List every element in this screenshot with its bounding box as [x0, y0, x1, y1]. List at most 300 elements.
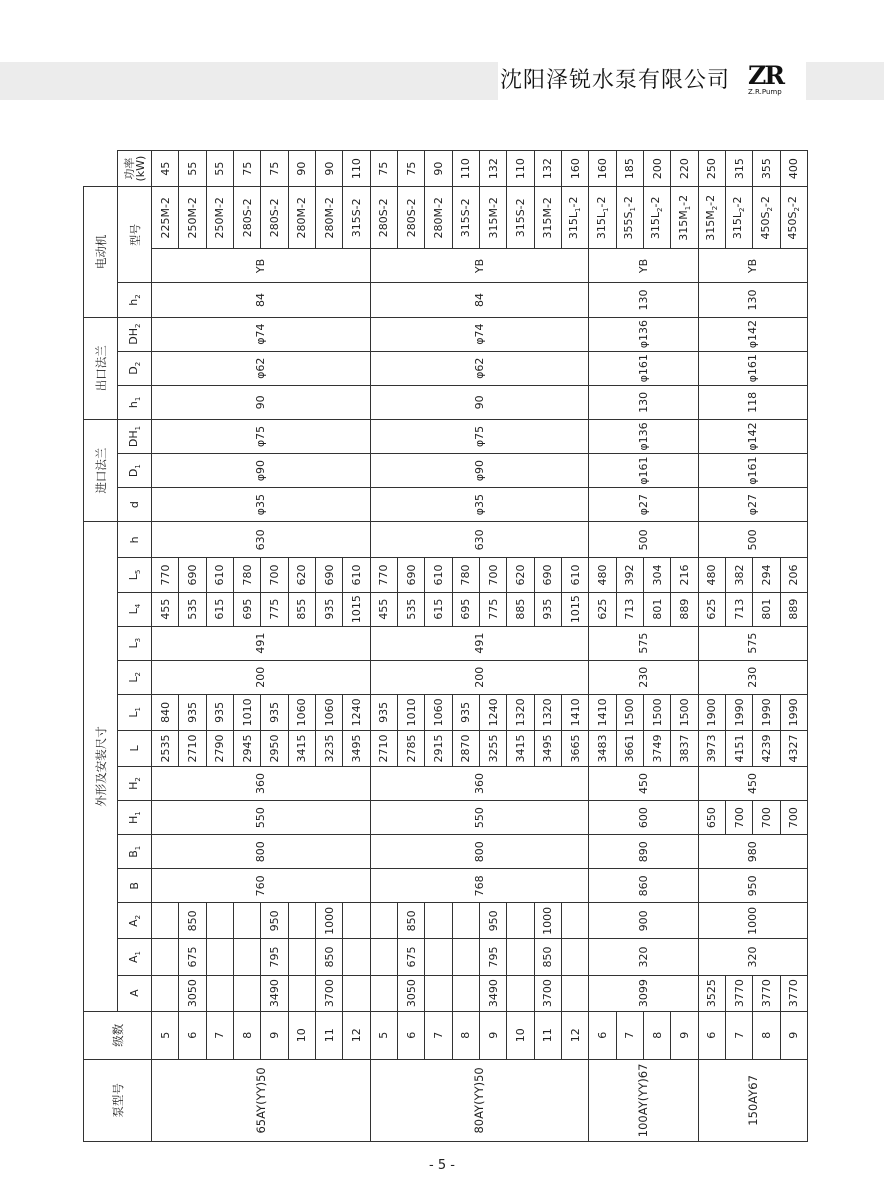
stages-cell: 10	[288, 1011, 315, 1059]
cell-h2: 450	[589, 767, 698, 801]
cell-l2: 200	[152, 660, 371, 694]
header-col-h1: $h_1$	[118, 385, 152, 419]
cell-l5: 480	[589, 558, 616, 592]
motor-model-cell: $315M_2-2$	[698, 187, 725, 249]
power-cell: 132	[534, 151, 561, 187]
cell-b1: 980	[698, 835, 807, 869]
cell-l5: 610	[561, 558, 588, 592]
stages-cell: 12	[561, 1011, 588, 1059]
motor-model-cell: 280S-2	[261, 187, 288, 249]
cell-b: 860	[589, 869, 698, 903]
cell-dh1: φ75	[370, 419, 589, 453]
cell-a2: 1000	[698, 903, 807, 939]
stages-cell: 11	[315, 1011, 342, 1059]
cell-l5: 690	[397, 558, 424, 592]
cell-a1	[452, 939, 479, 975]
cell-a1	[561, 939, 588, 975]
cell-a: 3525	[698, 975, 725, 1011]
cell-a	[152, 975, 179, 1011]
cell-dh1: φ136	[589, 419, 698, 453]
cell-l: 3255	[479, 730, 506, 766]
cell-l: 2535	[152, 730, 179, 766]
cell-a2: 1000	[315, 903, 342, 939]
power-cell: 185	[616, 151, 643, 187]
cell-dh1: φ142	[698, 419, 807, 453]
cell-l1: 1990	[725, 694, 752, 730]
cell-a1: 675	[179, 939, 206, 975]
header-col-a: A	[118, 975, 152, 1011]
cell-l1: 1320	[507, 694, 534, 730]
cell-l1: 935	[370, 694, 397, 730]
cell-l4: 625	[698, 592, 725, 626]
stages-cell: 7	[206, 1011, 233, 1059]
cell-l: 2790	[206, 730, 233, 766]
cell-a	[507, 975, 534, 1011]
stages-cell: 6	[397, 1011, 424, 1059]
cell-l4: 455	[370, 592, 397, 626]
cell-a: 3099	[589, 975, 698, 1011]
cell-a1	[152, 939, 179, 975]
cell-h1: 600	[589, 801, 698, 835]
cell-a1: 850	[315, 939, 342, 975]
motor-model-cell: 280M-2	[425, 187, 452, 249]
cell-h2: 130	[698, 283, 807, 317]
header-col-b: B	[118, 869, 152, 903]
stages-cell: 9	[261, 1011, 288, 1059]
stages-cell: 11	[534, 1011, 561, 1059]
pump-model-cell: 100AY(YY)67	[589, 1059, 698, 1141]
cell-l: 3749	[643, 730, 670, 766]
header-col-d: d	[118, 488, 152, 522]
header-col-d1: $D_1$	[118, 454, 152, 488]
cell-a: 3770	[725, 975, 752, 1011]
cell-a1	[206, 939, 233, 975]
cell-l1: 935	[179, 694, 206, 730]
cell-a	[452, 975, 479, 1011]
cell-l5: 690	[179, 558, 206, 592]
cell-l1: 1500	[643, 694, 670, 730]
cell-l: 2785	[397, 730, 424, 766]
cell-b1: 890	[589, 835, 698, 869]
cell-l1: 840	[152, 694, 179, 730]
cell-a2	[425, 903, 452, 939]
cell-a1	[233, 939, 260, 975]
cell-a: 3490	[261, 975, 288, 1011]
header-inlet-flange: 进口法兰	[84, 419, 118, 521]
power-cell: 250	[698, 151, 725, 187]
cell-a: 3050	[179, 975, 206, 1011]
cell-a2	[507, 903, 534, 939]
motor-model-cell: $450S_2-2$	[780, 187, 807, 249]
cell-l1: 935	[261, 694, 288, 730]
motor-model-cell: 280S-2	[233, 187, 260, 249]
cell-l1: 1060	[288, 694, 315, 730]
motor-model-cell: 315M-2	[534, 187, 561, 249]
cell-l3: 575	[698, 626, 807, 660]
cell-b1: 800	[152, 835, 371, 869]
power-cell: 160	[561, 151, 588, 187]
cell-h1: 118	[698, 385, 807, 419]
power-cell: 55	[206, 151, 233, 187]
cell-l4: 889	[671, 592, 698, 626]
cell-h: 630	[370, 522, 589, 558]
cell-l: 3415	[288, 730, 315, 766]
cell-h2: 360	[370, 767, 589, 801]
stages-cell: 5	[370, 1011, 397, 1059]
cell-l1: 1900	[698, 694, 725, 730]
cell-l: 3665	[561, 730, 588, 766]
cell-h1: 700	[753, 801, 780, 835]
motor-series-cell: YB	[370, 249, 589, 283]
cell-l1: 1060	[425, 694, 452, 730]
cell-d1: φ90	[152, 454, 371, 488]
power-cell: 75	[397, 151, 424, 187]
power-cell: 90	[425, 151, 452, 187]
stages-cell: 6	[179, 1011, 206, 1059]
header-col-a2: $A_2$	[118, 903, 152, 939]
motor-model-cell: $315L_2-2$	[643, 187, 670, 249]
cell-a2	[206, 903, 233, 939]
power-cell: 160	[589, 151, 616, 187]
power-cell: 132	[479, 151, 506, 187]
cell-h2: 130	[589, 283, 698, 317]
cell-l5: 620	[507, 558, 534, 592]
header-motor-model: 型号	[118, 187, 152, 283]
cell-h2: 360	[152, 767, 371, 801]
cell-h2: 84	[152, 283, 371, 317]
cell-l: 3837	[671, 730, 698, 766]
stages-cell: 7	[725, 1011, 752, 1059]
cell-l: 3483	[589, 730, 616, 766]
table-row	[152, 151, 179, 1142]
cell-a	[425, 975, 452, 1011]
cell-l2: 200	[370, 660, 589, 694]
cell-h1: 650	[698, 801, 725, 835]
motor-model-cell: 250M-2	[206, 187, 233, 249]
spec-table-rotated	[83, 150, 807, 1142]
stages-cell: 8	[753, 1011, 780, 1059]
cell-a	[233, 975, 260, 1011]
cell-h1: 90	[370, 385, 589, 419]
cell-l4: 625	[589, 592, 616, 626]
power-cell: 110	[507, 151, 534, 187]
pump-model-cell: 80AY(YY)50	[370, 1059, 589, 1141]
cell-l5: 610	[206, 558, 233, 592]
cell-l: 2870	[452, 730, 479, 766]
cell-l5: 480	[698, 558, 725, 592]
cell-dh2: φ142	[698, 317, 807, 351]
cell-a2	[452, 903, 479, 939]
motor-model-cell: 225M-2	[152, 187, 179, 249]
cell-l4: 1015	[561, 592, 588, 626]
stages-cell: 8	[452, 1011, 479, 1059]
stages-cell: 9	[780, 1011, 807, 1059]
power-cell: 75	[261, 151, 288, 187]
cell-l1: 1500	[671, 694, 698, 730]
cell-l4: 535	[397, 592, 424, 626]
cell-a: 3490	[479, 975, 506, 1011]
cell-a1: 320	[698, 939, 807, 975]
cell-l5: 690	[315, 558, 342, 592]
cell-l5: 780	[233, 558, 260, 592]
cell-h1: 550	[370, 801, 589, 835]
cell-l1: 935	[452, 694, 479, 730]
cell-l4: 615	[425, 592, 452, 626]
cell-l: 4239	[753, 730, 780, 766]
cell-l5: 770	[152, 558, 179, 592]
pump-dimension-table	[83, 150, 808, 1142]
header-power: 功率 (kW)	[118, 151, 152, 187]
cell-l5: 690	[534, 558, 561, 592]
cell-l4: 695	[233, 592, 260, 626]
cell-l: 3495	[534, 730, 561, 766]
cell-a: 3700	[315, 975, 342, 1011]
cell-a1: 795	[479, 939, 506, 975]
cell-a1	[343, 939, 370, 975]
cell-l5: 780	[452, 558, 479, 592]
cell-l1: 1500	[616, 694, 643, 730]
cell-a1	[507, 939, 534, 975]
power-cell: 220	[671, 151, 698, 187]
cell-l: 4151	[725, 730, 752, 766]
cell-l1: 1240	[343, 694, 370, 730]
power-cell: 400	[780, 151, 807, 187]
cell-l: 2710	[370, 730, 397, 766]
power-cell: 45	[152, 151, 179, 187]
header-col-l4: $L_4$	[118, 592, 152, 626]
cell-h1: 700	[780, 801, 807, 835]
pump-model-cell: 150AY67	[698, 1059, 807, 1141]
cell-l5: 620	[288, 558, 315, 592]
cell-b: 950	[698, 869, 807, 903]
cell-l4: 615	[206, 592, 233, 626]
stages-cell: 8	[643, 1011, 670, 1059]
cell-a2	[152, 903, 179, 939]
cell-l4: 1015	[343, 592, 370, 626]
pump-model-cell: 65AY(YY)50	[152, 1059, 371, 1141]
cell-dh1: φ75	[152, 419, 371, 453]
header-col-dh1: $DH_1$	[118, 419, 152, 453]
cell-d2: φ62	[370, 351, 589, 385]
cell-l4: 801	[753, 592, 780, 626]
power-cell: 110	[343, 151, 370, 187]
cell-l2: 230	[698, 660, 807, 694]
header-col-h: h	[118, 522, 152, 558]
cell-l: 2950	[261, 730, 288, 766]
cell-d2: φ62	[152, 351, 371, 385]
stages-cell: 10	[507, 1011, 534, 1059]
cell-a1: 675	[397, 939, 424, 975]
motor-model-cell: 280M-2	[288, 187, 315, 249]
cell-a	[343, 975, 370, 1011]
cell-d: φ35	[152, 488, 371, 522]
stages-cell: 12	[343, 1011, 370, 1059]
cell-l1: 1010	[397, 694, 424, 730]
cell-l: 4327	[780, 730, 807, 766]
stages-cell: 9	[479, 1011, 506, 1059]
power-cell: 75	[370, 151, 397, 187]
cell-l4: 801	[643, 592, 670, 626]
cell-d2: φ161	[698, 351, 807, 385]
header-motor: 电动机	[84, 187, 118, 317]
cell-l5: 216	[671, 558, 698, 592]
cell-l1: 935	[206, 694, 233, 730]
cell-l1: 1320	[534, 694, 561, 730]
motor-series-cell: YB	[152, 249, 371, 283]
cell-h: 500	[698, 522, 807, 558]
motor-model-cell: 315M-2	[479, 187, 506, 249]
power-cell: 75	[233, 151, 260, 187]
cell-dh2: φ74	[152, 317, 371, 351]
cell-a2: 900	[589, 903, 698, 939]
cell-l1: 1410	[589, 694, 616, 730]
cell-h2: 450	[698, 767, 807, 801]
motor-model-cell: 280M-2	[315, 187, 342, 249]
header-col-h2: $H_2$	[118, 767, 152, 801]
motor-model-cell: 250M-2	[179, 187, 206, 249]
cell-d: φ35	[370, 488, 589, 522]
cell-a1: 320	[589, 939, 698, 975]
cell-a2: 850	[397, 903, 424, 939]
cell-a: 3700	[534, 975, 561, 1011]
cell-d2: φ161	[589, 351, 698, 385]
cell-l5: 304	[643, 558, 670, 592]
table-row	[589, 151, 616, 1142]
cell-l4: 713	[616, 592, 643, 626]
header-outlet-flange: 出口法兰	[84, 317, 118, 419]
page-number: - 5 -	[429, 1158, 455, 1173]
stages-cell: 6	[589, 1011, 616, 1059]
cell-l5: 610	[425, 558, 452, 592]
cell-a1: 850	[534, 939, 561, 975]
motor-model-cell: $355S_1-2$	[616, 187, 643, 249]
cell-h: 500	[589, 522, 698, 558]
cell-l4: 775	[261, 592, 288, 626]
cell-l5: 700	[261, 558, 288, 592]
header-col-l: L	[118, 730, 152, 766]
cell-l4: 889	[780, 592, 807, 626]
company-name: 沈阳泽锐水泵有限公司	[500, 68, 731, 93]
cell-l: 2710	[179, 730, 206, 766]
cell-l1: 1060	[315, 694, 342, 730]
cell-d1: φ90	[370, 454, 589, 488]
cell-a	[370, 975, 397, 1011]
cell-a: 3770	[753, 975, 780, 1011]
cell-l1: 1990	[753, 694, 780, 730]
cell-l4: 775	[479, 592, 506, 626]
header-col-h1: $H_1$	[118, 801, 152, 835]
cell-a2	[288, 903, 315, 939]
header-pump-model: 泵型号	[84, 1059, 152, 1141]
cell-h1: 550	[152, 801, 371, 835]
header-col-l5: $L_5$	[118, 558, 152, 592]
header-col-h2: $h_2$	[118, 283, 152, 317]
header-col-b1: $B_1$	[118, 835, 152, 869]
header-band-left	[0, 62, 498, 100]
cell-a2	[370, 903, 397, 939]
motor-model-cell: 280S-2	[370, 187, 397, 249]
cell-l4: 535	[179, 592, 206, 626]
header-col-dh2: $DH_2$	[118, 317, 152, 351]
cell-a2: 1000	[534, 903, 561, 939]
cell-d1: φ161	[698, 454, 807, 488]
cell-a2	[343, 903, 370, 939]
cell-l4: 455	[152, 592, 179, 626]
cell-a1	[425, 939, 452, 975]
cell-l1: 1990	[780, 694, 807, 730]
cell-d: φ27	[589, 488, 698, 522]
cell-l4: 713	[725, 592, 752, 626]
cell-l3: 491	[370, 626, 589, 660]
cell-l5: 294	[753, 558, 780, 592]
motor-series-cell: YB	[698, 249, 807, 283]
motor-model-cell: $315L_1-2$	[589, 187, 616, 249]
cell-l5: 770	[370, 558, 397, 592]
cell-l: 3495	[343, 730, 370, 766]
header-dimensions: 外形及安装尺寸	[84, 522, 118, 1011]
cell-l3: 491	[152, 626, 371, 660]
motor-model-cell: $315L_1-2$	[561, 187, 588, 249]
cell-l3: 575	[589, 626, 698, 660]
logo-subtitle: Z.R.Pump	[748, 88, 782, 96]
cell-d: φ27	[698, 488, 807, 522]
stages-cell: 9	[671, 1011, 698, 1059]
motor-model-cell: $315M_1-2$	[671, 187, 698, 249]
stages-cell: 6	[698, 1011, 725, 1059]
header-col-l2: $L_2$	[118, 660, 152, 694]
cell-a2: 950	[261, 903, 288, 939]
motor-model-cell: $315L_2-2$	[725, 187, 752, 249]
cell-b: 768	[370, 869, 589, 903]
company-logo	[748, 61, 802, 98]
cell-a	[206, 975, 233, 1011]
cell-l5: 610	[343, 558, 370, 592]
cell-a	[561, 975, 588, 1011]
stages-cell: 7	[425, 1011, 452, 1059]
header-band-right	[806, 62, 884, 100]
cell-a2: 850	[179, 903, 206, 939]
cell-b1: 800	[370, 835, 589, 869]
cell-a2	[561, 903, 588, 939]
header-col-a1: $A_1$	[118, 939, 152, 975]
cell-l5: 392	[616, 558, 643, 592]
power-cell: 355	[753, 151, 780, 187]
cell-l1: 1410	[561, 694, 588, 730]
power-cell: 315	[725, 151, 752, 187]
motor-model-cell: 315S-2	[507, 187, 534, 249]
header-col-l3: $L_3$	[118, 626, 152, 660]
motor-model-cell: $450S_2-2$	[753, 187, 780, 249]
cell-a1	[370, 939, 397, 975]
cell-dh2: φ74	[370, 317, 589, 351]
motor-series-cell: YB	[589, 249, 698, 283]
motor-model-cell: 315S-2	[343, 187, 370, 249]
power-cell: 200	[643, 151, 670, 187]
cell-l4: 695	[452, 592, 479, 626]
cell-l4: 935	[534, 592, 561, 626]
power-cell: 90	[288, 151, 315, 187]
cell-a	[288, 975, 315, 1011]
table-row	[698, 151, 725, 1142]
header-col-l1: $L_1$	[118, 694, 152, 730]
cell-a2	[233, 903, 260, 939]
power-cell: 90	[315, 151, 342, 187]
cell-h2: 84	[370, 283, 589, 317]
stages-cell: 5	[152, 1011, 179, 1059]
cell-l4: 935	[315, 592, 342, 626]
motor-model-cell: 280S-2	[397, 187, 424, 249]
cell-l: 2915	[425, 730, 452, 766]
